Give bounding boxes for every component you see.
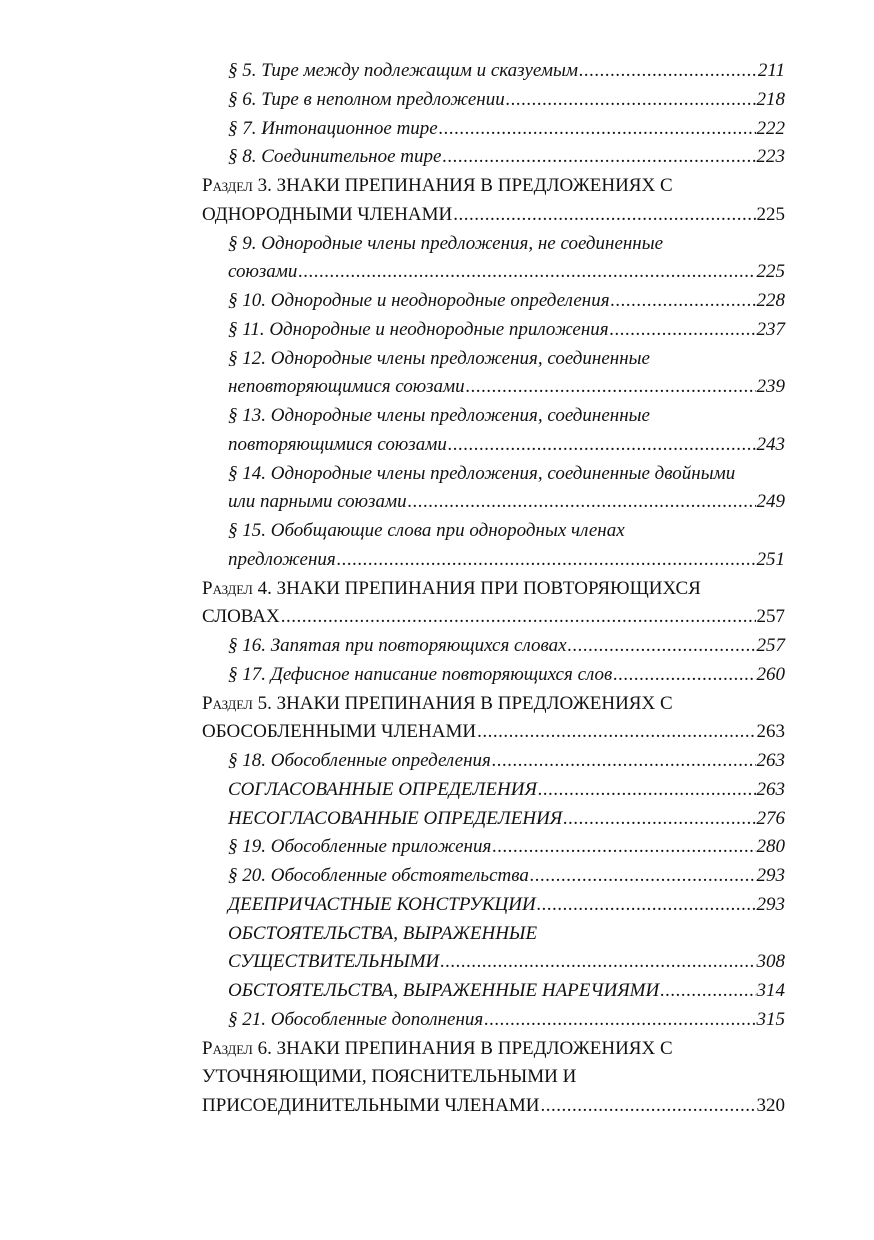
toc-entry-text: ОБСТОЯТЕЛЬСТВА, ВЫРАЖЕННЫЕ НАРЕЧИЯМИ (228, 980, 660, 1001)
toc-section-line (202, 603, 785, 632)
toc-entry-text: ПРИСОЕДИНИТЕЛЬНЫМИ ЧЛЕНАМИ (202, 1095, 540, 1116)
toc-page-number: 293 (756, 865, 785, 886)
toc-subsection-line (202, 948, 785, 977)
toc-subsection-line (202, 776, 785, 805)
toc-subsection-line (202, 402, 785, 431)
toc-section-line (202, 201, 785, 230)
toc-leader-dots (281, 603, 756, 632)
toc-subsection-line (202, 460, 785, 489)
toc-section-prefix: Раздел (202, 577, 253, 599)
toc-subsection-line (202, 230, 785, 259)
toc-subsection-line (202, 833, 785, 862)
toc-page-number: 222 (756, 117, 785, 139)
toc-page-number: 239 (756, 376, 785, 398)
toc-entry-text: § 6. Тире в неполном предложении (228, 88, 505, 110)
toc-entry-text: § 17. Дефисное написание повторяющихся слов (228, 663, 613, 685)
toc-page-number: 223 (756, 146, 785, 168)
toc-leader-dots (530, 862, 756, 891)
toc-page-number: 257 (756, 635, 785, 656)
toc-entry-text: УТОЧНЯЮЩИМИ, ПОЯСНИТЕЛЬНЫМИ И (202, 1066, 577, 1088)
toc-page-number: 276 (756, 807, 785, 829)
toc-page-number: 280 (756, 836, 785, 858)
toc-section-line (202, 1092, 785, 1121)
toc-leader-dots (660, 977, 755, 1006)
toc-subsection-line (202, 431, 785, 460)
toc-page-number: 228 (756, 290, 785, 311)
toc-subsection-line (202, 373, 785, 402)
toc-page-number: 225 (756, 203, 785, 225)
toc-entry-text: § 9. Однородные члены предложения, не соединенные (228, 232, 664, 254)
toc-leader-dots (538, 776, 756, 805)
toc-entry-text (202, 575, 701, 604)
toc-entry-text: СОГЛАСОВАННЫЕ ОПРЕДЕЛЕНИЯ (228, 778, 537, 800)
toc-subsection-line (202, 143, 785, 172)
toc-leader-dots (492, 833, 755, 862)
toc-entry-text: § 15. Обобщающие слова при однородных членах (228, 520, 625, 541)
toc-entry-text: § 20. Обособленные обстоятельства (228, 865, 529, 886)
toc-entry-text: § 13. Однородные члены предложения, соединенные (228, 405, 650, 426)
toc-entry-text (202, 1035, 673, 1064)
toc-page-number: 218 (756, 88, 785, 110)
toc-leader-dots (610, 316, 756, 345)
toc-leader-dots (408, 488, 756, 517)
toc-section-title: 6. ЗНАКИ ПРЕПИНАНИЯ В ПРЕДЛОЖЕНИЯХ С (257, 1037, 673, 1059)
toc-entry-text: ОБСТОЯТЕЛЬСТВА, ВЫРАЖЕННЫЕ (228, 922, 538, 944)
toc-entry-text: § 5. Тире между подлежащим и сказуемым (228, 60, 578, 81)
toc-leader-dots (453, 201, 755, 230)
toc-subsection-line (202, 862, 785, 891)
toc-page-number: 251 (756, 548, 785, 570)
toc-entry-text: § 16. Запятая при повторяющихся словах (228, 635, 567, 656)
toc-section-title: 4. ЗНАКИ ПРЕПИНАНИЯ ПРИ ПОВТОРЯЮЩИХСЯ (257, 577, 701, 599)
toc-section-prefix: Раздел (202, 692, 253, 714)
toc-subsection-line (202, 747, 785, 776)
toc-leader-dots (537, 891, 756, 920)
toc-subsection-line (202, 920, 785, 949)
toc-leader-dots (611, 287, 756, 316)
toc-section-prefix: Раздел (202, 175, 253, 196)
toc-leader-dots (337, 546, 756, 575)
toc-section-line (202, 1063, 785, 1092)
toc-leader-dots (563, 805, 755, 834)
toc-entry-text: повторяющимися союзами (228, 433, 447, 455)
toc-entry-text: союзами (228, 261, 298, 283)
toc-entry-text: СУЩЕСТВИТЕЛЬНЫМИ (228, 951, 440, 973)
toc-leader-dots (477, 718, 755, 747)
toc-entry-text: НЕСОГЛАСОВАННЫЕ ОПРЕДЕЛЕНИЯ (228, 807, 563, 829)
toc-subsection-line (202, 517, 785, 546)
table-of-contents (202, 57, 785, 1121)
toc-leader-dots (484, 1006, 755, 1035)
toc-entry-text: неповторяющимися союзами (228, 376, 465, 398)
toc-subsection-line (202, 1006, 785, 1035)
toc-subsection-line (202, 891, 785, 920)
toc-entry-text: ОБОСОБЛЕННЫМИ ЧЛЕНАМИ (202, 721, 477, 743)
toc-page-number: 263 (756, 750, 785, 771)
toc-page-number: 237 (756, 318, 785, 340)
toc-entry-text: ОДНОРОДНЫМИ ЧЛЕНАМИ (202, 203, 453, 225)
toc-entry-text: § 18. Обособленные определения (228, 750, 491, 771)
toc-leader-dots (466, 373, 756, 402)
toc-entry-text (202, 690, 673, 719)
toc-subsection-line (202, 977, 785, 1006)
toc-section-line (202, 718, 785, 747)
toc-entry-text: § 7. Интонационное тире (228, 117, 438, 139)
toc-entry-text: § 8. Соединительное тире (228, 146, 442, 168)
toc-section-title: 3. ЗНАКИ ПРЕПИНАНИЯ В ПРЕДЛОЖЕНИЯХ С (257, 175, 673, 196)
toc-leader-dots (448, 431, 756, 460)
toc-subsection-line (202, 258, 785, 287)
toc-leader-dots (506, 86, 756, 115)
toc-subsection-line (202, 86, 785, 115)
toc-page-number: 293 (756, 893, 785, 915)
toc-leader-dots (492, 747, 756, 776)
toc-section-prefix: Раздел (202, 1037, 253, 1059)
toc-page-number: 249 (756, 491, 785, 513)
toc-subsection-line (202, 345, 785, 374)
toc-subsection-line (202, 546, 785, 575)
toc-leader-dots (442, 143, 755, 172)
toc-page-number: 211 (757, 60, 785, 81)
toc-subsection-line (202, 115, 785, 144)
toc-page-number: 315 (756, 1008, 785, 1030)
toc-entry-text: § 10. Однородные и неоднородные определения (228, 290, 610, 311)
toc-leader-dots (579, 57, 757, 86)
toc-subsection-line (202, 57, 785, 86)
toc-page-number: 263 (756, 721, 785, 743)
toc-page-number: 263 (756, 778, 785, 800)
toc-subsection-line (202, 632, 785, 661)
toc-subsection-line (202, 316, 785, 345)
toc-entry-text: ДЕЕПРИЧАСТНЫЕ КОНСТРУКЦИИ (228, 893, 536, 915)
toc-subsection-line (202, 805, 785, 834)
toc-entry-text: § 12. Однородные члены предложения, соединенные (228, 347, 650, 369)
toc-entry-text: СЛОВАХ (202, 606, 280, 628)
toc-subsection-line (202, 287, 785, 316)
toc-subsection-line (202, 661, 785, 690)
toc-leader-dots (540, 1092, 755, 1121)
toc-leader-dots (439, 115, 756, 144)
toc-entry-text: § 14. Однородные члены предложения, соединенные двойными (228, 462, 736, 484)
toc-leader-dots (440, 948, 755, 977)
toc-leader-dots (298, 258, 755, 287)
toc-section-line (202, 172, 785, 201)
toc-entry-text: § 11. Однородные и неоднородные приложения (228, 318, 609, 340)
toc-page-number: 320 (756, 1095, 785, 1116)
toc-section-title: 5. ЗНАКИ ПРЕПИНАНИЯ В ПРЕДЛОЖЕНИЯХ С (257, 692, 673, 714)
toc-entry-text: предложения (228, 548, 336, 570)
toc-entry-text: § 21. Обособленные дополнения (228, 1008, 484, 1030)
toc-entry-text: или парными союзами (228, 491, 407, 513)
toc-page-number: 225 (756, 261, 785, 283)
toc-page-number: 308 (756, 951, 785, 973)
toc-page-number: 314 (756, 980, 785, 1001)
toc-subsection-line (202, 488, 785, 517)
toc-section-line (202, 690, 785, 719)
toc-entry-text (202, 172, 673, 201)
toc-page-number: 243 (756, 433, 785, 455)
toc-page-number: 257 (756, 606, 785, 628)
toc-section-line (202, 575, 785, 604)
toc-leader-dots (613, 661, 755, 690)
toc-entry-text: § 19. Обособленные приложения (228, 836, 492, 858)
toc-page-number: 260 (756, 663, 785, 685)
toc-leader-dots (568, 632, 756, 661)
toc-section-line (202, 1035, 785, 1064)
